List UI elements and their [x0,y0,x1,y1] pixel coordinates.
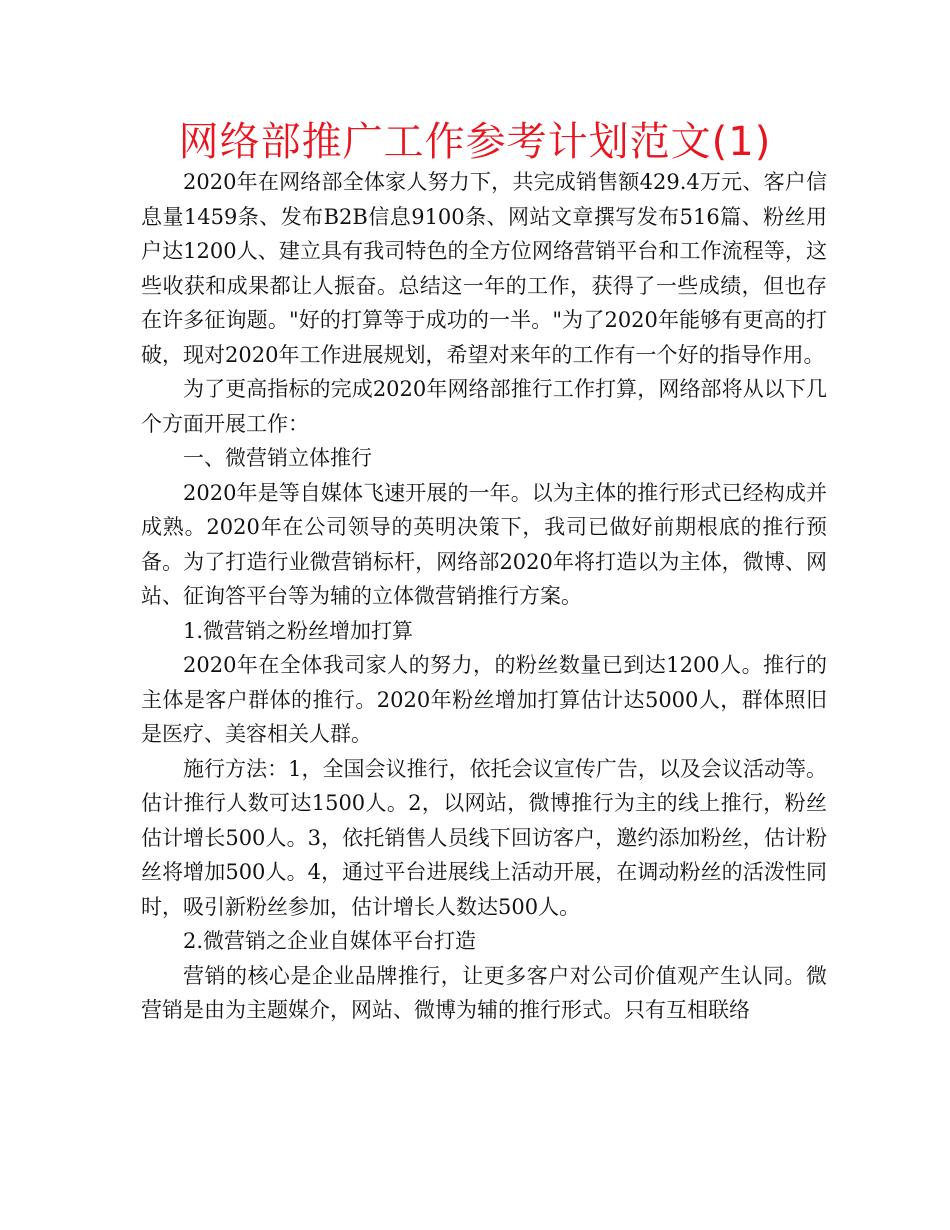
paragraph-brand-core: 营销的核心是企业品牌推行，让更多客户对公司价值观产生认同。微营销是由为主题媒介，网站、微博为辅的推行形式。只有互相联络 [141,963,827,1022]
subsection-heading-fans-plan: 1.微营销之粉丝增加打算 [183,618,414,643]
paragraph-aspects: 为了更高指标的完成2020年网络部推行工作打算，网络部将从以下几个方面开展工作： [141,377,827,436]
section-heading-micro-marketing: 一、微营销立体推行 [183,446,372,470]
document-body [141,165,827,1028]
paragraph-self-media: 2020年是等自媒体飞速开展的一年。以为主体的推行形式已经构成并成熟。2020年在公司领导的英明决策下，我司已做好前期根底的推行预备。为了打造行业微营销标杆，网络部2020年将打造以为主体，微博、网站、征询答平台等为辅的立体微营销推行方案。 [141,480,827,608]
paragraph-fans-target: 2020年在全体我司家人的努力，的粉丝数量已到达1200人。推行的主体是客户群体的推行。2020年粉丝增加打算估计达5000人，群体照旧是医疗、美容相关人群。 [141,653,827,746]
subsection-heading-platform: 2.微营销之企业自媒体平台打造 [183,929,477,953]
paragraph-intro: 2020年在网络部全体家人努力下，共完成销售额429.4万元、客户信息量1459条、发布B2B信息9100条、网站文章撰写发布516篇、粉丝用户达1200人、建立具有我司特色的全方位网络营销平台和工作流程等，这些收获和成果都让人振奋。总结这一年的工作，获得了一些成绩，但也存在许多征询题。"好的打算等于成功的一半。"为了2020年能够有更高的打破，现对2020年工作进展规划，希望对来年的工作有一个好的指导作用。 [141,170,827,367]
document-title: 网络部推广工作参考计划范文(1) [178,119,772,165]
paragraph-implementation: 施行方法：1，全国会议推行，依托会议宣传广告，以及会议活动等。估计推行人数可达1500人。2，以网站，微博推行为主的线上推行，粉丝估计增长500人。3，依托销售人员线下回访客户，邀约添加粉丝，估计粉丝将增加500人。4，通过平台进展线上活动开展，在调动粉丝的活泼性同时，吸引新粉丝参加，估计增长人数达500人。 [141,756,827,919]
